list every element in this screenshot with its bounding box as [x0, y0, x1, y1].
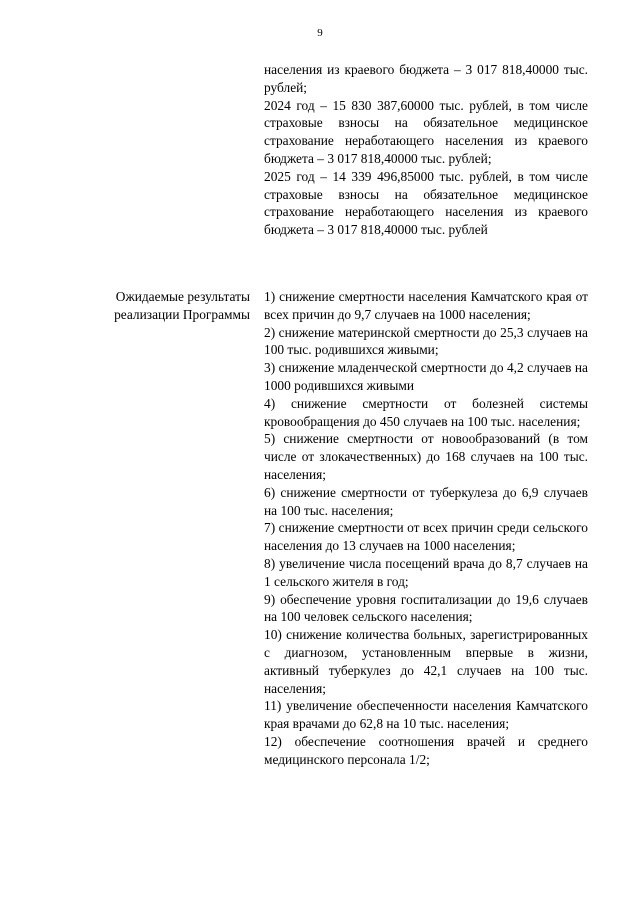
result-item: 8) увеличение числа посещений врача до 8,7 случаев на 1 сельского жителя в год;	[264, 555, 588, 589]
results-label-line: Ожидаемые результаты	[115, 289, 250, 304]
result-item: 4) снижение смертности от болезней системы кровообращения до 450 случаев на 100 тыс. населения;	[264, 395, 588, 429]
result-item: 9) обеспечение уровня госпитализации до 19,6 случаев на 100 человек сельского населения;	[264, 591, 588, 625]
result-item: 6) снижение смертности от туберкулеза до 6,9 случаев на 100 тыс. населения;	[264, 484, 588, 518]
results-label-line: реализации Программы	[114, 306, 250, 322]
result-item: 3) снижение младенческой смертности до 4,2 случаев на 1000 родившихся живыми	[264, 360, 588, 393]
result-item: 5) снижение смертности от новообразований (в том числе от злокачественных) до 168 случаев на 100 тыс. населения;	[264, 431, 588, 482]
budget-line: 2025 год – 14 339 496,85000 тыс. рублей, в том числе страховые взносы на обязательное медицинское страхование неработающего населения из краевого бюджета – 3 017 818,40000 тыс. рублей	[264, 168, 588, 238]
budget-line: 2024 год – 15 830 387,60000 тыс. рублей, в том числе страховые взносы на обязательное медицинское страхование неработающего населения из краевого бюджета – 3 017 818,40000 тыс. рублей;	[264, 97, 588, 166]
result-item: 1) снижение смертности населения Камчатского края от всех причин до 9,7 случаев на 1000 населения;	[264, 289, 588, 322]
result-item: 10) снижение количества больных, зарегистрированных с диагнозом, установленным впервые в жизни, активный туберкулез до 42,1 случаев на 100 тыс. населения;	[264, 627, 588, 696]
budget-line: населения из краевого бюджета – 3 017 818,40000 тыс. рублей;	[264, 62, 588, 95]
result-item: 12) обеспечение соотношения врачей и среднего медицинского персонала 1/2;	[264, 733, 588, 767]
page-number: 9	[317, 27, 323, 39]
result-item: 11) увеличение обеспеченности населения Камчатского края врачами до 62,8 на 10 тыс. населения;	[264, 698, 588, 732]
results-label	[78, 288, 250, 324]
results-list	[264, 288, 588, 769]
result-item: 7) снижение смертности от всех причин среди сельского населения до 13 случаев на 1000 населения;	[264, 520, 588, 554]
result-item: 2) снижение материнской смертности до 25,3 случаев на 100 тыс. родившихся живыми;	[264, 324, 588, 358]
budget-block	[264, 61, 588, 239]
